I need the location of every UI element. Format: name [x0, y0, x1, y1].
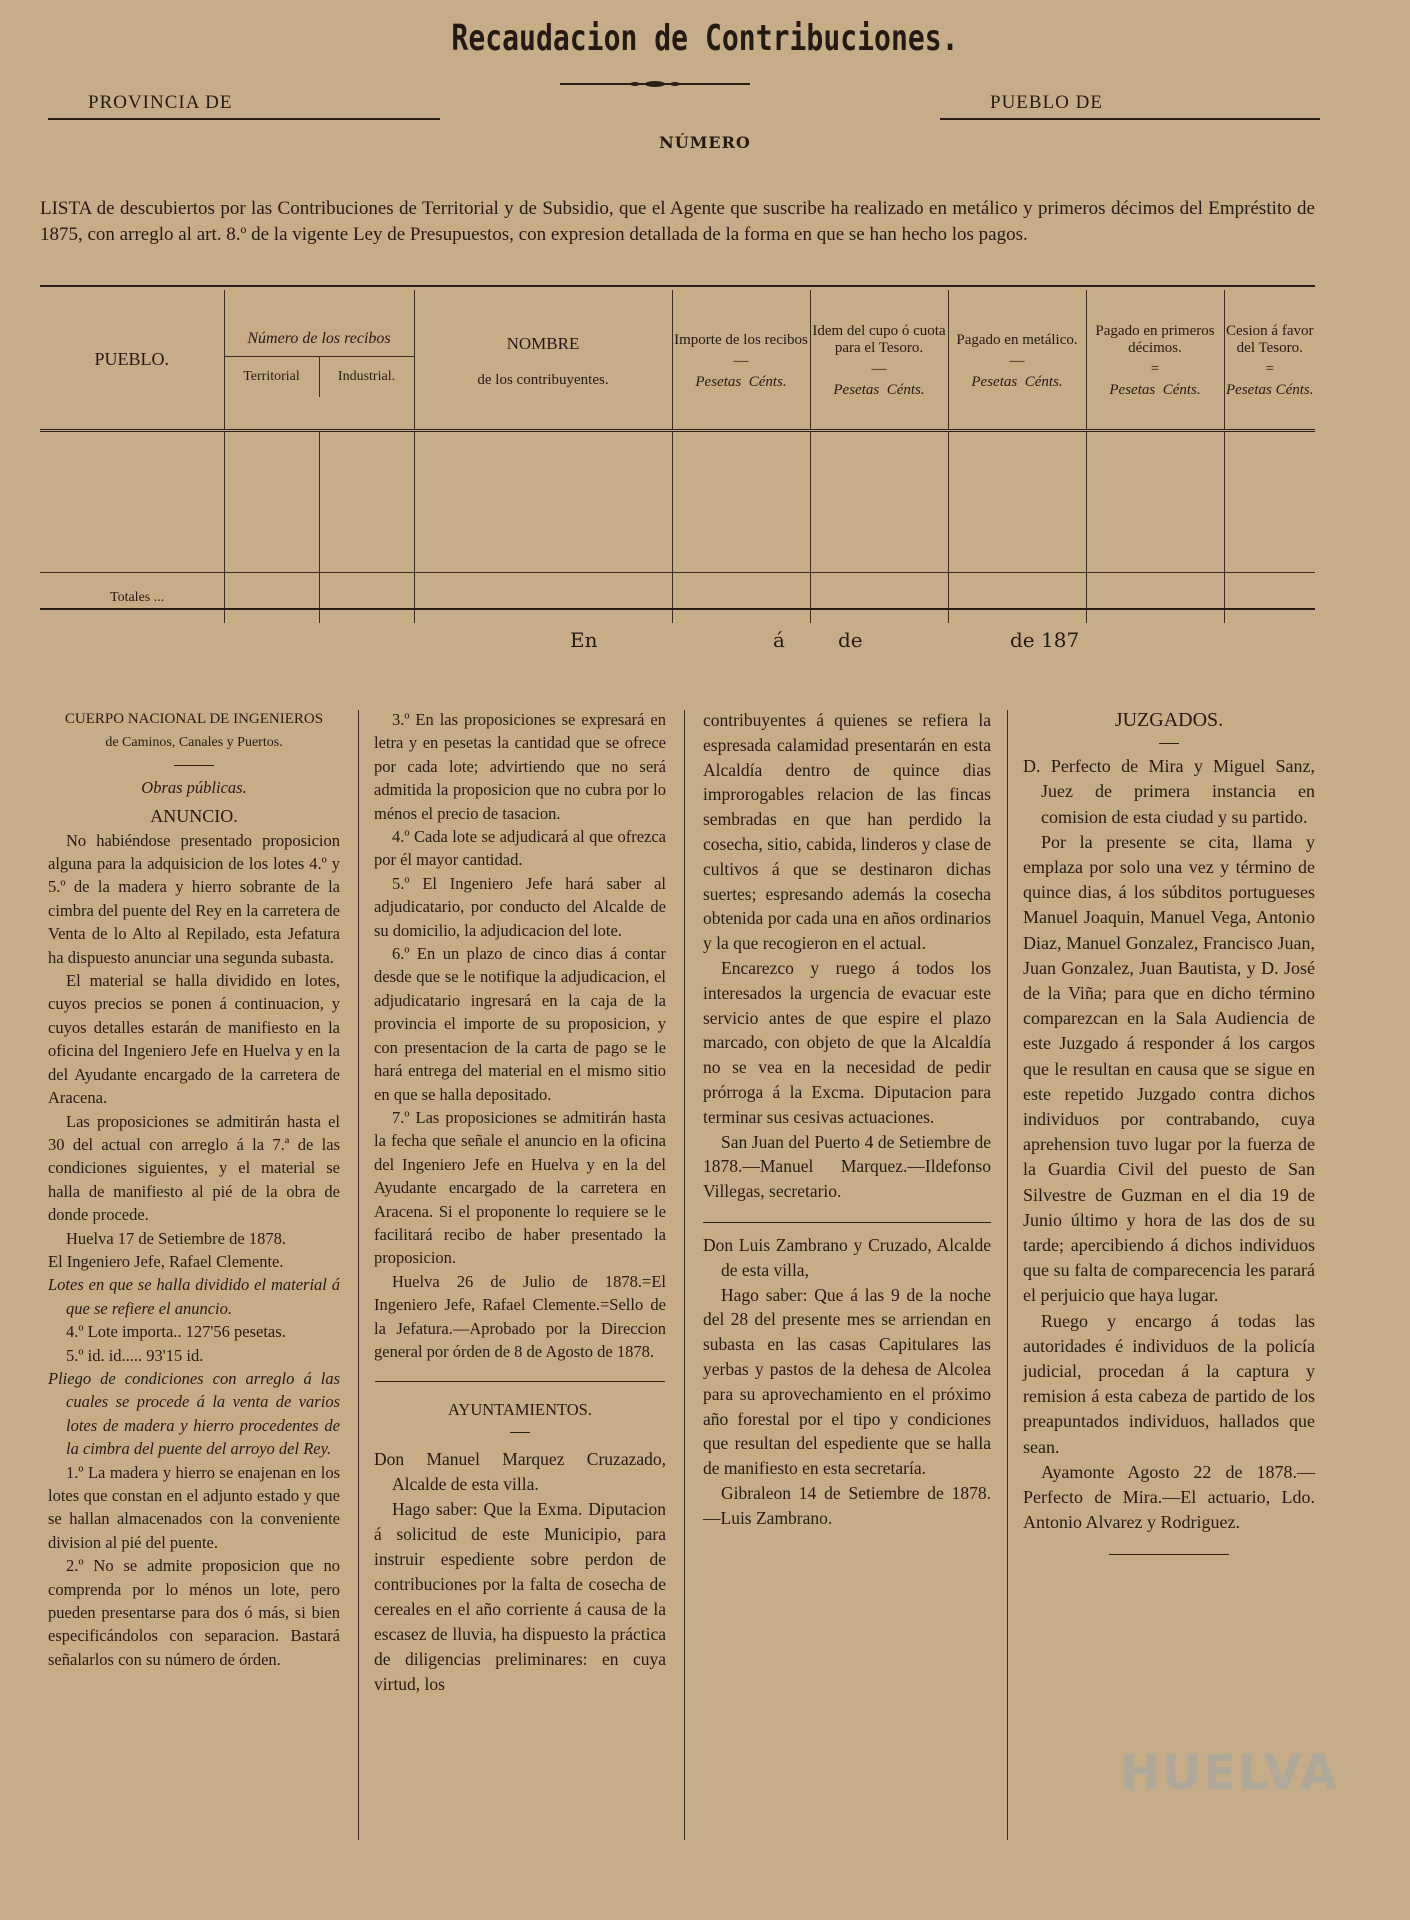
table-row — [40, 430, 1315, 572]
edicto-body: Hago saber: Que la Exma. Diputacion á solicitud de este Municipio, para instruir espediente sobre perdon de contribuciones por la falta de cosecha de cereales en el año corriente á causa de la escasez de lluvia, ha dispuesto la práctica de diligencias preliminares: en cuya virtud, los — [374, 1498, 666, 1694]
paragraph: Las proposiciones se admitirán hasta el 30 del actual con arreglo á la 7.ª de las condiciones siguientes, y el material se halla de manifiesto al pié de la obra de donde procede. — [48, 1111, 340, 1225]
totales-row — [40, 572, 1315, 623]
table-bottom-rule — [40, 608, 1315, 610]
condicion: 2.º No se admite proposicion que no comprenda por lo ménos un lote, pero pueden presentarse para dos ó más, si bien especificándolos con separacion. Bastará señalarlos con su número de órden. — [48, 1556, 340, 1669]
condicion: 6.º En un plazo de cinco dias á contar desde que se le notifique la adjudicacion, el adjudicatario ingresará en la caja de la provincia el importe de su proposicion, y con presentacion de la carta de pago se le hará entrega del material en el mismo sitio en que se halla depositado. — [374, 944, 666, 1104]
org-name: CUERPO NACIONAL DE INGENIEROS — [64, 711, 324, 727]
firma: San Juan del Puerto 4 de Setiembre de 1878.—Manuel Marquez.—Ildefonso Villegas, secretario. — [703, 1131, 991, 1202]
org-sub: de Caminos, Canales y Puertos. — [105, 735, 283, 751]
column-rule — [1007, 710, 1008, 1840]
provincia-label: PROVINCIA DE — [88, 92, 233, 113]
lote-line: 4.º Lote importa.. 127'56 pesetas. — [66, 1322, 286, 1342]
fecha-a: á — [773, 628, 785, 652]
th-recibos: Número de los recibos Territorial Industrial. — [224, 290, 414, 430]
lote-line: 5.º id. id..... 93'15 id. — [66, 1345, 204, 1365]
paragraph: Por la presente se cita, llama y emplaza por solo una vez y término de quince dias, á los súbditos portugueses Manuel Joaquin, Manuel Vega, Antonio Diaz, Manuel Gonzalez, Francisco Juan, Juan Gonzalez, Juan Bautista, y D. José de la Viña; para que en dicho término comparezcan en la Sala Audiencia de este Juzgado á responder á los cargos que le resultan en causa que se sigue en este repetido Juzgado contra dichos individuos por contrabando, cuya aprehension tuvo lugar por la fuerza de la Guardia Civil del puesto de San Silvestre de Guzman en el dia 19 de Junio último y hora de las dos de su tarde; apercibiendo á dichos individuos que su falta de comparecencia les parará el perjuicio que haya lugar. — [1023, 831, 1315, 1306]
recaudacion-table — [40, 290, 1315, 623]
th-cesion: Cesion á favor del Tesoro. = Pesetas Cénts. — [1224, 290, 1315, 430]
section-title: Obras públicas. — [141, 777, 247, 797]
paragraph: El material se halla dividido en lotes, cuyos precios se ponen á continuacion, y cuyos detalles estarán de manifiesto en la oficina del Ingeniero Jefe en Huelva y en la del Ayudante encargado de la carretera de Aracena. — [48, 971, 340, 1108]
edicto-head: Don Luis Zambrano y Cruzado, Alcalde de esta villa, — [703, 1234, 991, 1280]
th-pagado-decimos: Pagado en primeros décimos. = Pesetas Cénts. — [1086, 290, 1224, 430]
firma: Ayamonte Agosto 22 de 1878.—Perfecto de Mira.—El actuario, Ldo. Antonio Alvarez y Rodriguez. — [1023, 1461, 1315, 1533]
th-industrial: Industrial. — [337, 368, 396, 384]
edicto-head: Don Manuel Marquez Cruzazado, Alcalde de esta villa. — [374, 1448, 666, 1494]
numero-label: NÚMERO — [659, 133, 751, 152]
th-pueblo: PUEBLO. — [94, 348, 169, 369]
pueblo-line — [940, 118, 1320, 120]
lista-paragraph — [40, 196, 1315, 248]
paragraph: Huelva 17 de Setiembre de 1878. — [66, 1228, 286, 1248]
title-ornament — [560, 80, 750, 88]
pueblo-label: PUEBLO DE — [990, 92, 1103, 113]
juzgado-head: D. Perfecto de Mira y Miguel Sanz, Juez de primera instancia en comision de esta ciudad y su partido. — [1023, 756, 1315, 827]
edicto-body: Encarezco y ruego á todos los interesados la urgencia de evacuar este servicio antes de que espire el plazo marcado, con objeto de que la Alcaldía no se vea en la necesidad de pedir prórroga á la Excma. Diputacion para terminar sus cesivas actuaciones. — [703, 957, 991, 1127]
provincia-line — [48, 118, 440, 120]
paragraph: No habiéndose presentado proposicion alguna para la adquisicion de los lotes 4.º y 5.º de la madera y hierro sobrante de la cimbra del puente del Rey en la carretera de Venta de lo Alto al Repilado, esta Jefatura ha dispuesto anunciar una segunda subasta. — [48, 830, 340, 967]
table-top-rule — [40, 285, 1315, 287]
pliego-title: Pliego de condiciones con arreglo á las cuales se procede á la venta de varios lotes de madera y hierro procedentes de la cimbra del puente del arroyo del Rey. — [48, 1368, 340, 1459]
column-rule — [684, 710, 685, 1840]
lotes-title: Lotes en que se halla dividido el material á que se refiere el anuncio. — [48, 1275, 340, 1318]
condicion: 5.º El Ingeniero Jefe hará saber al adjudicatario, por conducto del Alcalde de su domicilio, la adjudicacion del lote. — [374, 873, 666, 940]
firma: Huelva 26 de Julio de 1878.=El Ingeniero Jefe, Rafael Clemente.=Sello de la Jefatura.—Aprobado por la Direccion general por órden de 8 de Agosto de 1878. — [374, 1271, 666, 1361]
fecha-de-187: de 187 — [1010, 628, 1080, 652]
th-nombre: NOMBRE de los contribuyentes. — [414, 290, 672, 430]
lista-text: LISTA de descubiertos por las Contribuciones de Territorial y de Subsidio, que el Agente que suscribe ha realizado en metálico y primeros décimos del Empréstito de 1875, con arreglo al art. 8.º de la vigente Ley de Presupuestos, con expresion detallada de la forma en que se han hecho los pagos. — [40, 198, 1315, 245]
condicion: 3.º En las proposiciones se expresará en letra y en pesetas la cantidad que se ofrece por cada lote; advirtiendo que no será admitida la proposicion que no cubra por lo ménos el precio de tasacion. — [374, 710, 666, 823]
fecha-de: de — [838, 628, 863, 652]
column-juzgados — [1023, 708, 1315, 1565]
firma: Gibraleon 14 de Setiembre de 1878.—Luis Zambrano. — [703, 1482, 991, 1528]
edicto-body: Hago saber: Que á las 9 de la noche del 28 del presente mes se arriendan en subasta en las casas Capitulares las yerbas y pastos de la dehesa de Alcolea para su aprovechamiento en el próximo año forestal por el tipo y condiciones que resultan del espediente que se halla de manifiesto en esta secretaría. — [703, 1284, 991, 1479]
th-importe: Importe de los recibos — Pesetas Cénts. — [672, 290, 810, 430]
condicion: 7.º Las proposiciones se admitirán hasta la fecha que señale el anuncio en la oficina del Ingeniero Jefe en Huelva y en la del Ayudante encargado de la carretera en Aracena. Si el proponente lo requiere se le facilitará recibo de haber presentado la proposicion. — [374, 1107, 666, 1268]
condicion: 4.º Cada lote se adjudicará al que ofrezca por él mayor cantidad. — [374, 827, 666, 870]
archive-watermark: HUELVA — [1120, 1745, 1339, 1801]
page-title: Recaudacion de Contribuciones. — [451, 18, 959, 59]
column-ayuntamientos — [703, 708, 991, 1531]
paragraph: El Ingeniero Jefe, Rafael Clemente. — [48, 1251, 284, 1271]
fecha-en: En — [570, 628, 598, 652]
column-condiciones — [374, 708, 666, 1697]
th-pagado-metalico: Pagado en metálico. — Pesetas Cénts. — [948, 290, 1086, 430]
edicto-body: contribuyentes á quienes se refiera la espresada calamidad presentarán en esta Alcaldía dentro de quince dias improrogables relacion de las fincas sembradas en que han perdido la cosecha, sitio, cabida, linderos y clase de cultivos á que se destinaron dichas suertes; espresando además la cosecha obtenida por cada una en años ordinarios y la que recogieron en el actual. — [703, 710, 991, 954]
juzgados-heading: JUZGADOS. — [1114, 709, 1224, 731]
condicion: 1.º La madera y hierro se enajenan en los lotes que constan en el adjunto estado y que se hallan almacenados con la conveniente division al pié del puente. — [48, 1462, 340, 1552]
anuncio-heading: ANUNCIO. — [150, 806, 238, 827]
column-rule — [358, 710, 359, 1840]
column-obras-publicas — [48, 708, 340, 1671]
ayuntamientos-heading: AYUNTAMIENTOS. — [448, 1400, 592, 1420]
paragraph: Ruego y encargo á todas las autoridades é individuos de la policía judicial, procedan á la captura y remision á esta cabeza de partido de los preapuntados individuos, hallados que sean. — [1023, 1310, 1315, 1457]
th-idem: Idem del cupo ó cuota para el Tesoro. — Pesetas Cénts. — [810, 290, 948, 430]
th-territorial: Territorial — [225, 357, 320, 397]
totales-label: Totales ... — [40, 572, 224, 623]
